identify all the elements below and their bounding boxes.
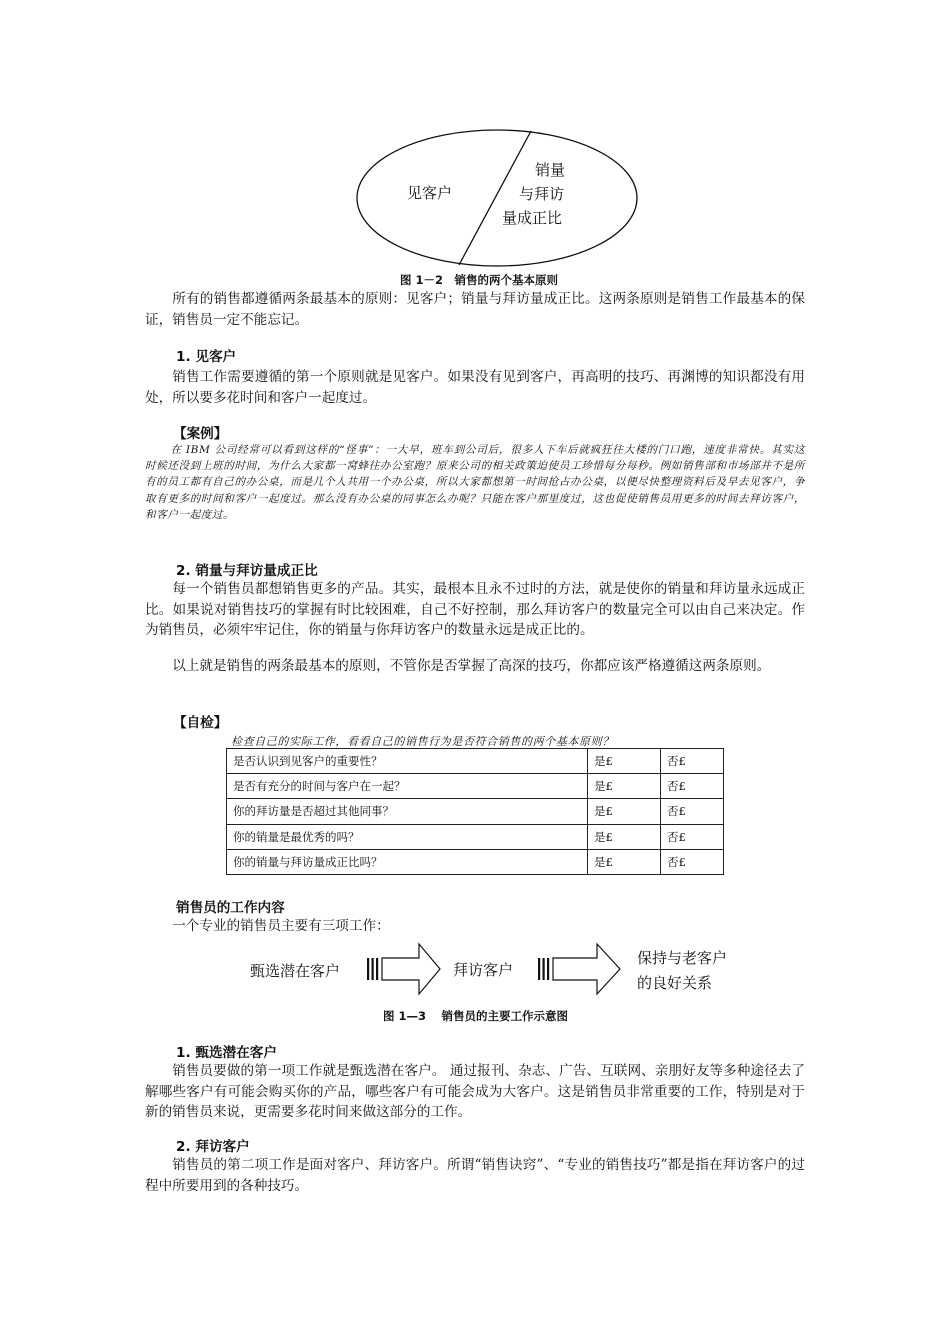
selfcheck-question: 是否认识到见客户的重要性？ [227, 749, 588, 774]
figure-2-caption: 图 1—3 销售员的主要工作示意图 [383, 1009, 569, 1023]
selfcheck-no-option[interactable]: 否£ [661, 799, 724, 824]
selfcheck-no-option[interactable]: 否£ [661, 774, 724, 799]
table-row [227, 774, 724, 799]
section-4-heading: 2. 拜访客户 [176, 1139, 250, 1155]
table-row [227, 749, 724, 774]
case-heading: 【案例】 [173, 426, 228, 442]
table-row [227, 824, 724, 849]
selfcheck-question: 你的拜访量是否超过其他同事？ [227, 799, 588, 824]
selfcheck-table [226, 748, 724, 875]
workflow-step-1: 甄选潜在客户 [250, 962, 341, 980]
principles-diagram [355, 128, 640, 268]
selfcheck-yes-option[interactable]: 是£ [588, 824, 661, 849]
diagram-right-line-2: 与拜访 [519, 185, 565, 203]
section-1-text: 销售工作需要遵循的第一个原则就是见客户。如果没有见到客户，再高明的技巧、再渊博的知识都没有用处，所以要多花时间和客户一起度过。 [145, 369, 805, 406]
section-4-text: 销售员的第二项工作是面对客户、拜访客户。所谓“销售诀窍”、“专业的销售技巧”都是指在拜访客户的过程中所要用到的各种技巧。 [145, 1157, 805, 1194]
section-2-summary: 以上就是销售的两条最基本的原则，不管你是否掌握了高深的技巧，你都应该严格遵循这两条原则。 [172, 658, 771, 674]
selfcheck-yes-option[interactable]: 是£ [588, 799, 661, 824]
workflow-arrow-1 [367, 944, 440, 994]
selfcheck-yes-option[interactable]: 是£ [588, 774, 661, 799]
work-intro: 一个专业的销售员主要有三项工作： [172, 918, 390, 934]
selfcheck-yes-option[interactable]: 是£ [588, 749, 661, 774]
section-2-text: 每一个销售员都想销售更多的产品。其实，最根本且永不过时的方法，就是使你的销量和拜访量永远成正比。如果说对销售技巧的掌握有时比较困难，自己不好控制，那么拜访客户的数量完全可以由自己来决定。作为销售员，必须牢牢记住，你的销量与你拜访客户的数量永远是成正比的。 [145, 581, 805, 638]
workflow-step-3-line-1: 保持与老客户 [637, 949, 728, 967]
diagram-left-label: 见客户 [407, 184, 453, 202]
section-1-heading: 1. 见客户 [176, 349, 237, 365]
principles-ellipse [357, 130, 637, 266]
selfcheck-question: 是否有充分的时间与客户在一起？ [227, 774, 588, 799]
workflow-diagram [245, 938, 745, 1003]
selfcheck-yes-option[interactable]: 是£ [588, 849, 661, 874]
figure-1-caption: 图 1－2 销售的两个基本原则 [400, 273, 559, 287]
selfcheck-no-option[interactable]: 否£ [661, 849, 724, 874]
section-3-heading: 1. 甄选潜在客户 [176, 1045, 277, 1061]
workflow-step-3-line-2: 的良好关系 [637, 974, 713, 992]
intro-paragraph: 所有的销售都遵循两条最基本的原则：见客户；销量与拜访量成正比。这两条原则是销售工作最基本的保证，销售员一定不能忘记。 [145, 291, 805, 328]
work-heading: 销售员的工作内容 [176, 900, 285, 916]
selfcheck-heading: 【自检】 [173, 715, 228, 731]
workflow-step-2: 拜访客户 [453, 961, 514, 979]
selfcheck-no-option[interactable]: 否£ [661, 749, 724, 774]
selfcheck-instruction: 检查自己的实际工作，看看自己的销售行为是否符合销售的两个基本原则？ [231, 735, 614, 748]
diagram-right-line-3: 量成正比 [502, 209, 563, 227]
selfcheck-question: 你的销量是最优秀的吗？ [227, 824, 588, 849]
table-row [227, 799, 724, 824]
table-row [227, 849, 724, 874]
selfcheck-question: 你的销量与拜访量成正比吗？ [227, 849, 588, 874]
section-2-heading: 2. 销量与拜访量成正比 [176, 563, 318, 579]
diagram-right-line-1: 销量 [535, 161, 566, 179]
selfcheck-no-option[interactable]: 否£ [661, 824, 724, 849]
section-3-text: 销售员要做的第一项工作就是甄选潜在客户。 通过报刊、杂志、广告、互联网、亲朋好友等多种途径去了解哪些客户有可能会购买你的产品，哪些客户有可能会成为大客户。这是销售员非常重要的工作，特别是对于新的销售员来说，更需要多花时间来做这部分的工作。 [145, 1063, 805, 1120]
case-text: 在 IBM 公司经常可以看到这样的“怪事”：一大早，班车到公司后，很多人下车后就疯狂往大楼的门口跑，速度非常快。其实这时候还没到上班的时间，为什么大家都一窝蜂往办公室跑？原来公司的相关政策迫使员工珍惜每分每秒。例如销售部和市场部并不是所有的员工都有自己的办公桌，而是几个人共用一个办公桌，所以大家都想第一时间抢占办公桌，以便尽快整理资料后及早去见客户，争取有更多的时间和客户一起度过。那么没有办公桌的同事怎么办呢？只能在客户那里度过，这也促使销售员用更多的时间去拜访客户，和客户一起度过。 [145, 444, 805, 521]
workflow-arrow-2 [538, 944, 620, 994]
